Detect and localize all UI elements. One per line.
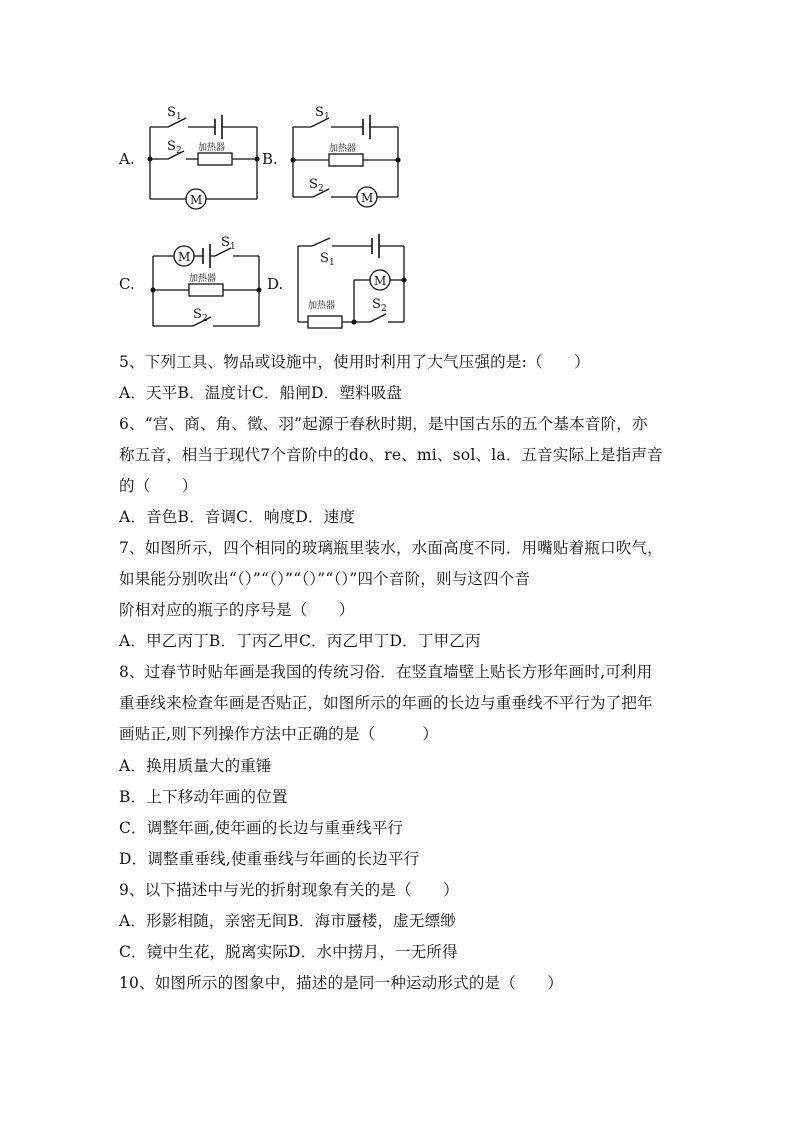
circuit-d-diagram bbox=[290, 232, 415, 332]
circuit-b-diagram bbox=[283, 100, 408, 215]
svg-text:M: M bbox=[361, 191, 374, 205]
svg-text:加热器: 加热器 bbox=[308, 301, 336, 311]
svg-text:2: 2 bbox=[176, 146, 182, 156]
svg-text:2: 2 bbox=[381, 304, 387, 314]
question-6-stem-line-2: 称五音，相当于现代7个音阶中的do、re、mi、sol、la．五音实际上是指声音 bbox=[119, 446, 663, 464]
question-8-option-b: B．上下移动年画的位置 bbox=[119, 788, 288, 806]
option-a-label: A. bbox=[119, 150, 135, 168]
svg-text:加热器: 加热器 bbox=[189, 274, 217, 284]
question-8-stem-line-1: 8、过春节时贴年画是我国的传统习俗．在竖直墙壁上贴长方形年画时,可利用 bbox=[119, 663, 653, 681]
question-7-options: A．甲乙丙丁B．丁丙乙甲C．丙乙甲丁D．丁甲乙丙 bbox=[119, 632, 481, 650]
svg-text:S: S bbox=[193, 307, 202, 322]
svg-text:加热器: 加热器 bbox=[329, 144, 357, 154]
question-8-stem-line-2: 重垂线来检查年画是否贴正，如图所示的年画的长边与重垂线不平行为了把年 bbox=[119, 694, 653, 712]
heater-label: 加热器 bbox=[198, 143, 226, 153]
svg-text:S: S bbox=[167, 139, 176, 154]
svg-text:2: 2 bbox=[318, 184, 324, 194]
motor-symbol: M bbox=[190, 193, 203, 207]
question-9-options-cd: C．镜中生花，脱离实际D．水中捞月，一无所得 bbox=[119, 943, 458, 961]
circuit-c-diagram bbox=[143, 232, 268, 332]
svg-text:S: S bbox=[372, 297, 381, 312]
question-7-stem-line-1: 7、如图所示，四个相同的玻璃瓶里装水，水面高度不同．用嘴贴着瓶口吹气， bbox=[119, 539, 663, 557]
option-b-label: B. bbox=[262, 150, 278, 168]
question-7-stem-line-2: 如果能分别吹出“（）”“（）”“（）”“（）”四个音阶，则与这四个音 bbox=[119, 570, 531, 588]
question-9-stem: 9、以下描述中与光的折射现象有关的是（ ） bbox=[119, 881, 459, 899]
option-d-label: D. bbox=[267, 275, 284, 293]
svg-text:1: 1 bbox=[329, 258, 335, 268]
question-6-stem-line-1: 6、“宫、商、角、徵、羽”起源于春秋时期，是中国古乐的五个基本音阶，亦 bbox=[119, 415, 648, 433]
question-8-option-d: D．调整重垂线,使重垂线与年画的长边平行 bbox=[119, 850, 420, 868]
question-10-stem: 10、如图所示的图象中，描述的是同一种运动形式的是（ ） bbox=[119, 974, 564, 992]
s1-label: S bbox=[167, 105, 176, 120]
question-5-stem: 5、下列工具、物品或设施中，使用时利用了大气压强的是:（ ） bbox=[119, 353, 590, 371]
svg-text:S: S bbox=[320, 251, 329, 266]
circuit-a-diagram bbox=[140, 100, 265, 215]
svg-text:S: S bbox=[315, 105, 324, 120]
question-5-options: A．天平B．温度计C．船闸D．塑料吸盘 bbox=[119, 384, 403, 402]
svg-text:M: M bbox=[374, 274, 387, 288]
question-6-stem-line-3: 的（ ） bbox=[119, 477, 198, 495]
svg-text:1: 1 bbox=[176, 112, 182, 122]
option-c-label: C. bbox=[119, 275, 135, 293]
question-8-option-a: A．换用质量大的重锤 bbox=[119, 757, 272, 775]
question-7-stem-line-3: 阶相对应的瓶子的序号是（ ） bbox=[119, 601, 355, 619]
question-9-options-ab: A．形影相随，亲密无间B．海市蜃楼，虚无缥缈 bbox=[119, 912, 456, 930]
svg-text:1: 1 bbox=[324, 112, 330, 122]
question-8-stem-line-3: 画贴正,则下列操作方法中正确的是（ ） bbox=[119, 725, 439, 743]
svg-text:M: M bbox=[178, 250, 191, 264]
question-6-options: A．音色B．音调C．响度D．速度 bbox=[119, 508, 356, 526]
svg-text:1: 1 bbox=[230, 242, 236, 252]
question-8-option-c: C．调整年画,使年画的长边与重垂线平行 bbox=[119, 819, 404, 837]
svg-text:S: S bbox=[221, 235, 230, 250]
svg-text:S: S bbox=[309, 177, 318, 192]
svg-text:2: 2 bbox=[202, 314, 208, 324]
